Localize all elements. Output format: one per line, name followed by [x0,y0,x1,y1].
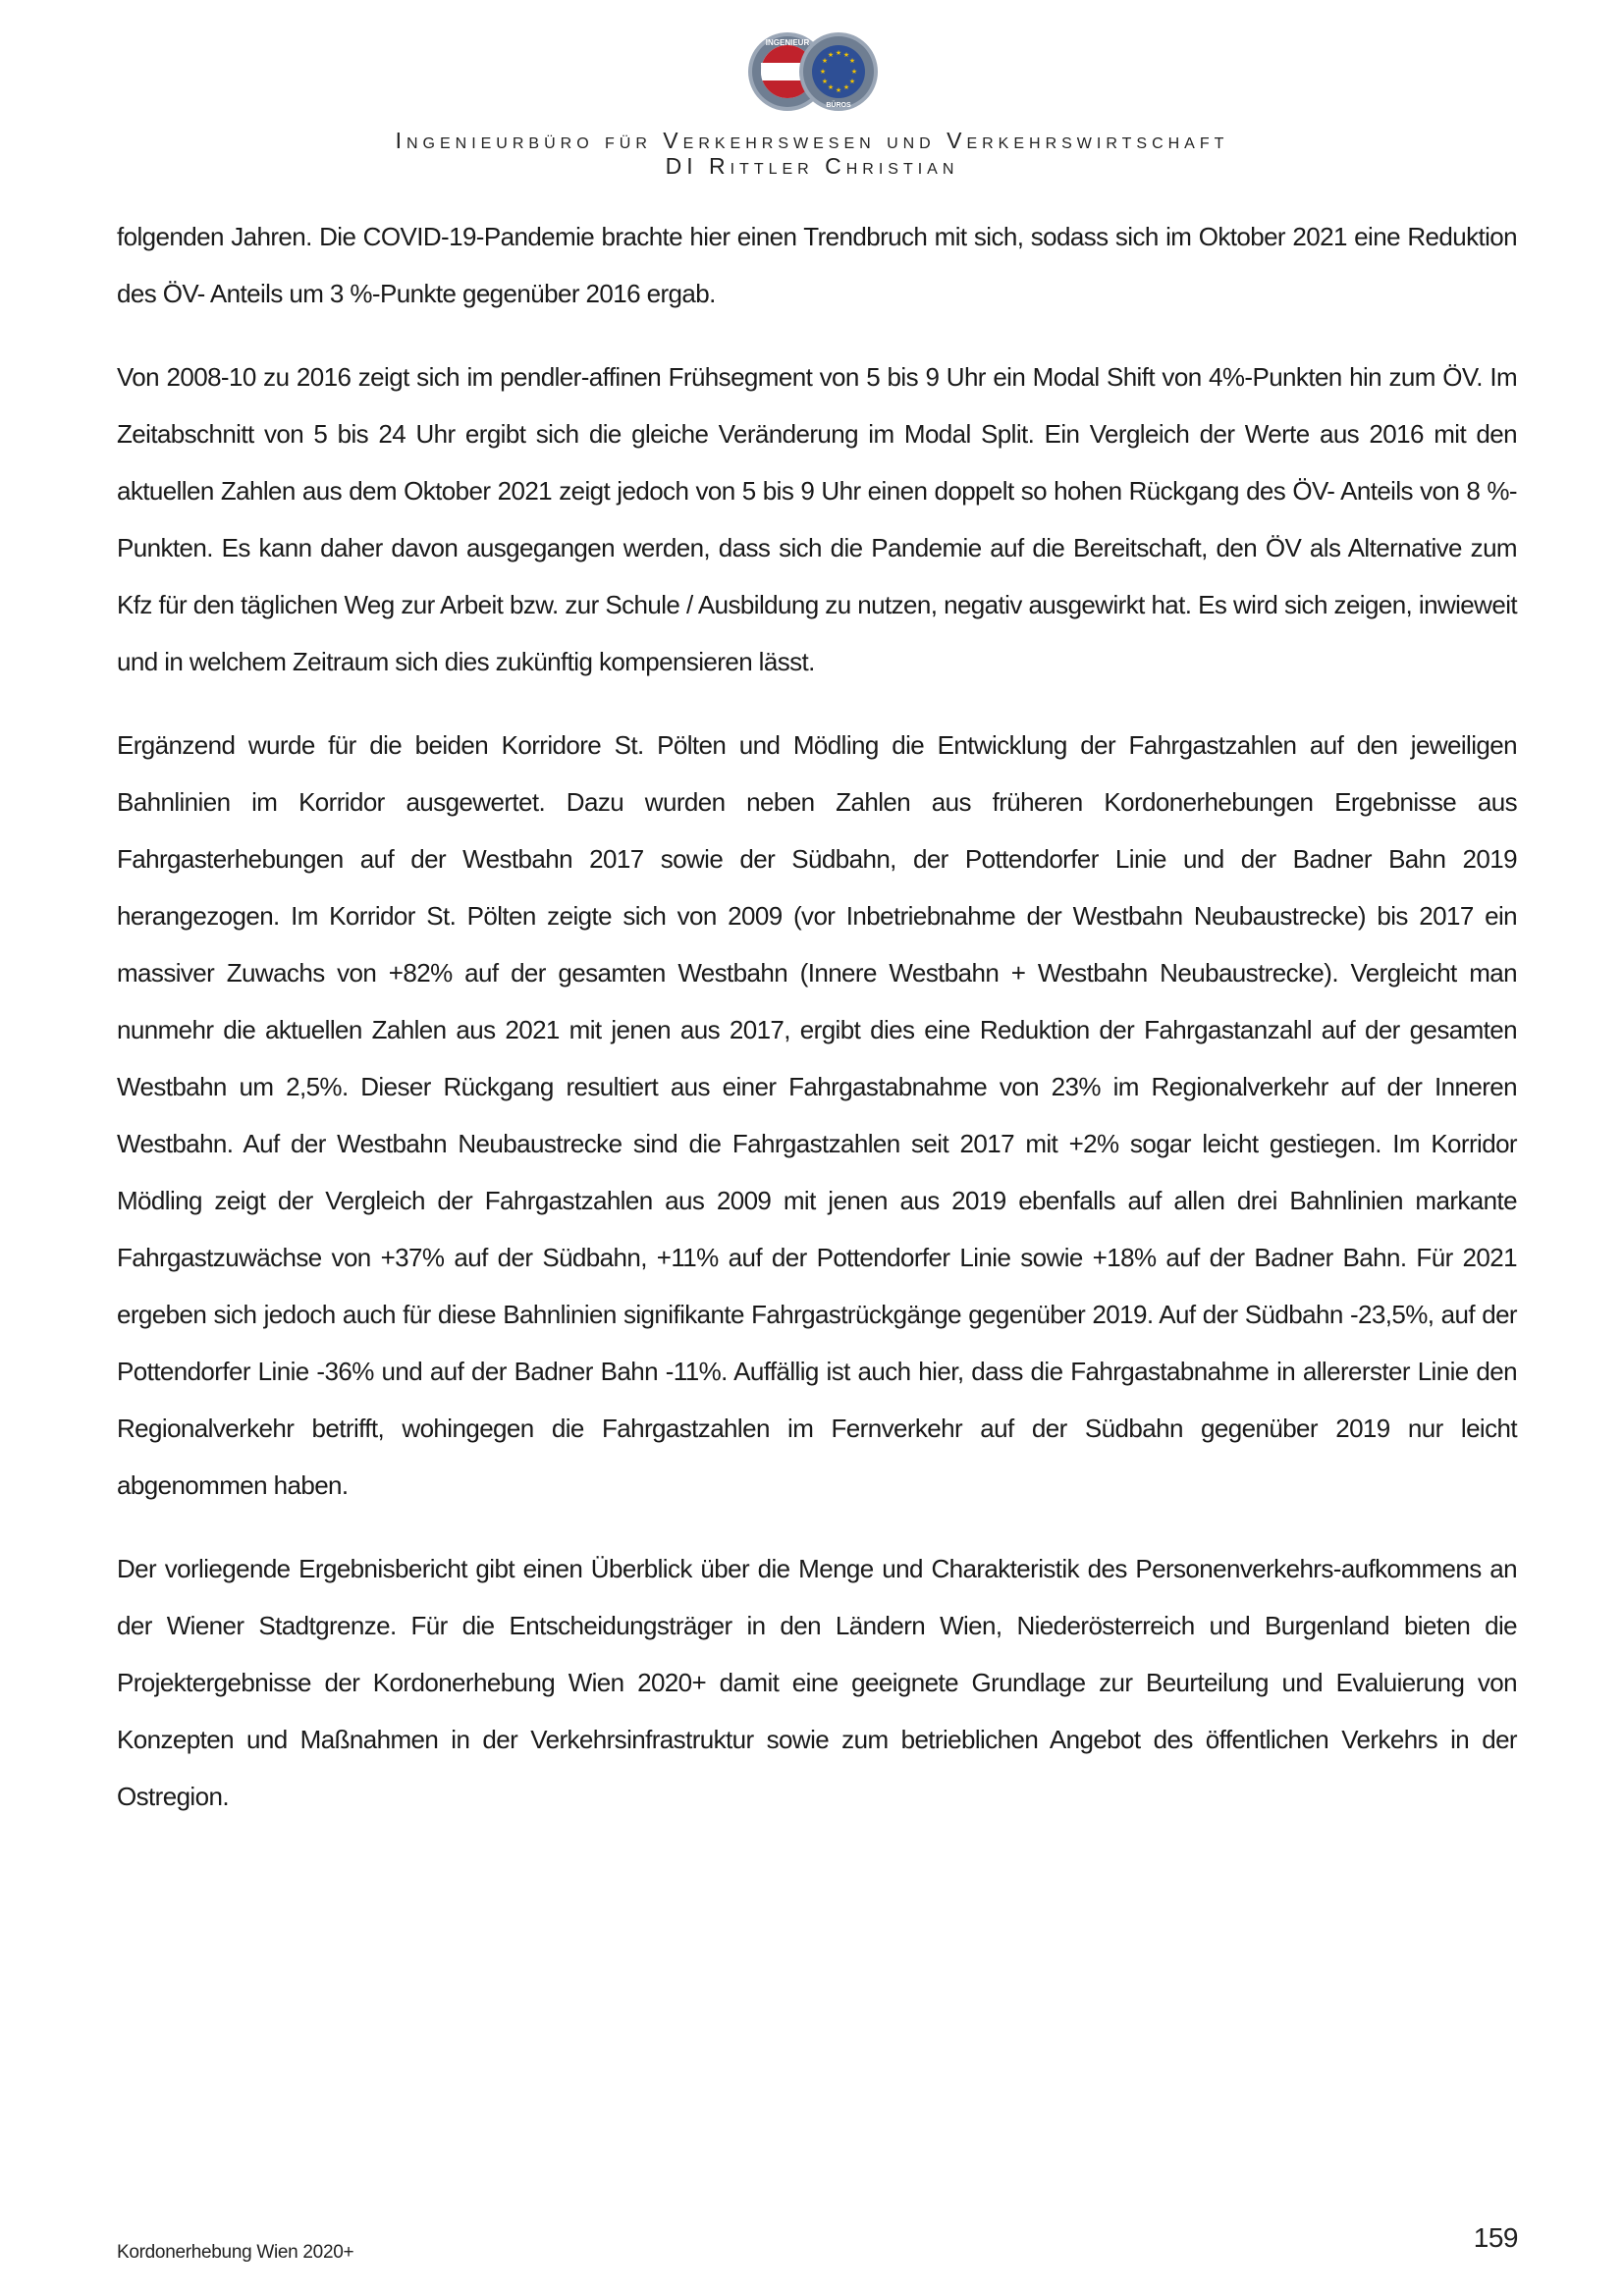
svg-text:★: ★ [821,57,829,65]
engineering-firm-logo [738,29,886,114]
svg-text:★: ★ [848,57,856,65]
paragraph: Der vorliegende Ergebnisbericht gibt einen Überblick über die Menge und Charakteristik des Personenverkehrs-aufkommens an der Wiener Stadtgrenze. Für die Entscheidungsträger in den Ländern Wien, Niederösterreich und Burgenland bieten die Projektergebnisse der Kordonerhebung Wien 2020+ damit eine geeignete Grundlage zur Beurteilung und Evaluierung von Konzepten und Maßnahmen in der Verkehrsinfrastruktur sowie zum betrieblichen Angebot des öffentlichen Verkehrs in der Ostregion. [117,1554,1517,1811]
logo-ring-text: INGENIEUR [765,38,810,47]
page-number: 159 [1473,2222,1518,2253]
svg-text:★: ★ [850,68,858,76]
svg-text:★: ★ [842,83,850,91]
logo-ring-text-bottom: BÜROS [826,102,851,109]
svg-text:★: ★ [821,78,829,85]
footer-report-title: Kordonerhebung Wien 2020+ [117,2242,354,2263]
firm-name-line-2: DI Rittler Christian [665,153,959,179]
svg-text:★: ★ [842,51,850,59]
paragraph: Ergänzend wurde für die beiden Korridore St. Pölten und Mödling die Entwicklung der Fahrgastzahlen auf den jeweiligen Bahnlinien im Korridor ausgewertet. Dazu wurden neben Zahlen aus früheren Kordonerhebungen Ergebnisse aus Fahrgasterhebungen auf der Westbahn 2017 sowie der Südbahn, der Pottendorfer Linie und der Badner Bahn 2019 herangezogen. Im Korridor St. Pölten zeigte sich von 2009 (vor Inbetriebnahme der Westbahn Neubaustrecke) bis 2017 ein massiver Zuwachs von +82% auf der gesamten Westbahn (Innere Westbahn + Westbahn Neubaustrecke). Vergleicht man nunmehr die aktuellen Zahlen aus 2021 mit jenen aus 2017, ergibt dies eine Reduktion der Fahrgastanzahl auf der gesamten Westbahn um 2,5%. Dieser Rückgang resultiert aus einer Fahrgastabnahme von 23% im Regionalverkehr auf der Inneren Westbahn. Auf der Westbahn Neubaustrecke sind die Fahrgastzahlen seit 2017 mit +2% sogar leicht gestiegen. Im Korridor Mödling zeigt der Vergleich der Fahrgastzahlen aus 2009 mit jenen aus 2019 ebenfalls auf allen drei Bahnlinien markante Fahrgastzuwächse von +37% auf der Südbahn, +11% auf der Pottendorfer Linie sowie +18% auf der Badner Bahn. Für 2021 ergeben sich jedoch auch für diese Bahnlinien signifikante Fahrgastrückgänge gegenüber 2019. Auf der Südbahn -23,5%, auf der Pottendorfer Linie -36% und auf der Badner Bahn -11%. Auffällig ist auch hier, dass die Fahrgastabnahme in allererster Linie den Regionalverkehr betrifft, wohingegen die Fahrgastzahlen im Fernverkehr auf der Südbahn gegenüber 2019 nur leicht abgenommen haben. [117,730,1517,1500]
main-text [117,208,1517,1851]
paragraph: Von 2008-10 zu 2016 zeigt sich im pendler-affinen Frühsegment von 5 bis 9 Uhr ein Modal Shift von 4%-Punkten hin zum ÖV. Im Zeitabschnitt von 5 bis 24 Uhr ergibt sich die gleiche Veränderung im Modal Split. Ein Vergleich der Werte aus 2016 mit den aktuellen Zahlen aus dem Oktober 2021 zeigt jedoch von 5 bis 9 Uhr einen doppelt so hohen Rückgang des ÖV- Anteils von 8 %-Punkten. Es kann daher davon ausgegangen werden, dass sich die Pandemie auf die Bereitschaft, den ÖV als Alternative zum Kfz für den täglichen Weg zur Arbeit bzw. zur Schule / Ausbildung zu nutzen, negativ ausgewirkt hat. Es wird sich zeigen, inwieweit und in welchem Zeitraum sich dies zukünftig kompensieren lässt. [117,362,1517,676]
svg-text:★: ★ [827,51,835,59]
svg-text:★: ★ [819,68,827,76]
page-header [0,29,1624,179]
firm-name-line-1: Ingenieurbüro für Verkehrswesen und Verkehrswirtschaft [395,128,1229,153]
svg-text:★: ★ [848,78,856,85]
svg-text:★: ★ [835,49,842,57]
svg-text:★: ★ [827,83,835,91]
paragraph: folgenden Jahren. Die COVID-19-Pandemie brachte hier einen Trendbruch mit sich, sodass sich im Oktober 2021 eine Reduktion des ÖV- Anteils um 3 %-Punkte gegenüber 2016 ergab. [117,222,1517,308]
svg-text:★: ★ [835,86,842,94]
